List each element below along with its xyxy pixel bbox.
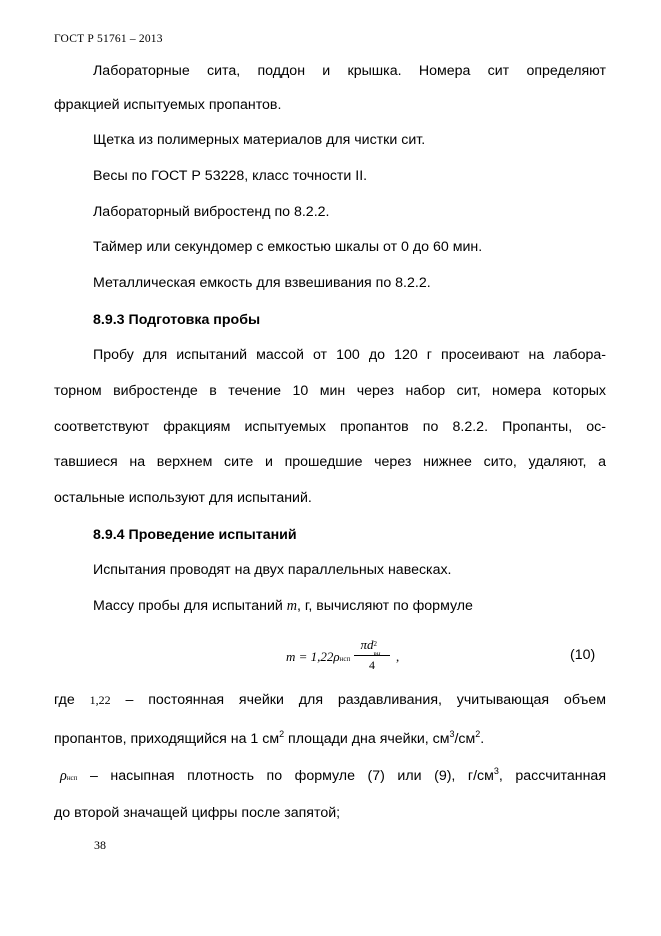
paragraph-line: тавшиеся на верхнем сите и прошедшие через нижнее сито, удаляют, а: [54, 454, 606, 470]
formula-10: m = 1,22ρнсп πd 2 вн 4 ,: [286, 637, 400, 672]
paragraph-line: Весы по ГОСТ Р 53228, класс точности II.: [93, 168, 368, 184]
paragraph-line: Лабораторные сита, поддон и крышка. Номера сит определяют: [93, 63, 606, 79]
paragraph-line: Лабораторный вибростенд по 8.2.2.: [93, 204, 330, 220]
paragraph-line: где 1,22 – постоянная ячейки для раздавливания, учитывающая объем: [54, 692, 606, 708]
variable-m: m: [286, 598, 298, 614]
paragraph-line: остальные используют для испытаний.: [54, 490, 312, 506]
paragraph-line: фракцией испытуемых пропантов.: [54, 97, 282, 113]
paragraph-line: пропантов, приходящийся на 1 $см^2$ площади дна ячейки, $см^3/см^2$.: [54, 729, 485, 747]
paragraph-line: Металлическая емкость для взвешивания по 8.2.2.: [93, 275, 431, 291]
paragraph-line: Массу пробы для испытаний m, г, вычисляют по формуле: [93, 598, 473, 614]
formula-fraction: [354, 636, 390, 672]
paragraph-line: Таймер или секундомер с емкостью шкалы от 0 до 60 мин.: [93, 239, 483, 255]
paragraph-line: торном вибростенде в течение 10 мин через набор сит, номера которых: [54, 383, 606, 399]
equation-number: (10): [570, 647, 596, 663]
section-heading: 8.9.4 Проведение испытаний: [93, 527, 297, 543]
formula-lhs: m = 1,22ρнсп: [286, 649, 351, 664]
section-heading: 8.9.3 Подготовка пробы: [93, 312, 261, 328]
document-header: ГОСТ Р 51761 – 2013: [54, 33, 163, 45]
formula-denominator: 4: [369, 658, 375, 672]
paragraph-line: Щетка из полимерных материалов для чистки сит.: [93, 132, 426, 148]
paragraph-line: до второй значащей цифры после запятой;: [54, 805, 341, 821]
formula-numerator: πd 2 вн: [360, 637, 381, 659]
fraction-bar: [354, 655, 390, 656]
paragraph-line: соответствуют фракциям испытуемых пропантов по 8.2.2. Пропанты, ос-: [54, 419, 606, 435]
paragraph-line: Испытания проводят на двух параллельных навесках.: [93, 562, 452, 578]
page-number: 38: [94, 838, 106, 852]
paragraph-line: Пробу для испытаний массой от 100 до 120 г просеивают на лабора-: [93, 347, 606, 363]
paragraph-line: ρнсп – насыпная плотность по формуле (7) или (9), $г/см^3$, рассчитанная: [60, 766, 606, 784]
